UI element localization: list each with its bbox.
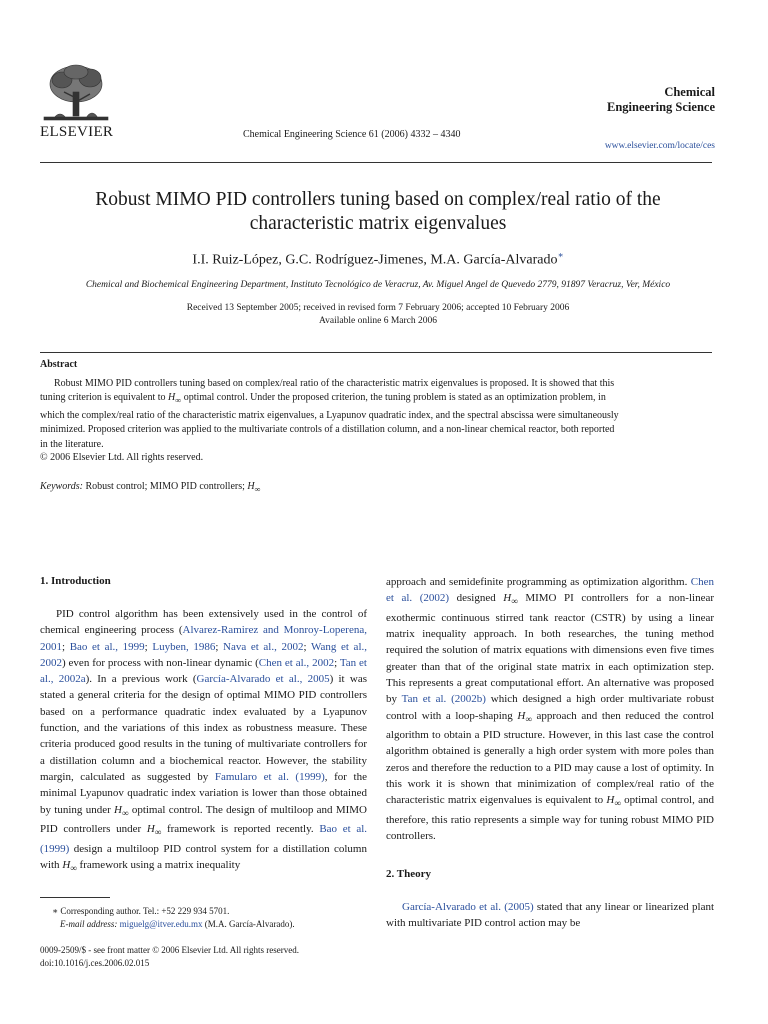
h-infinity-symbol: H <box>146 823 155 836</box>
infinity-subscript: ∞ <box>154 827 162 838</box>
abstract-line: Robust MIMO PID controllers tuning based on complex/real ratio of the characteristic matrix eigenvalues is proposed. It is showed that this <box>54 378 615 389</box>
article-title <box>40 188 716 236</box>
abstract-line: minimized. Proposed criterion was applied to the multivariate controls of a distillation column, and a non-linear chemical reactor, both reported <box>40 424 615 436</box>
h-infinity-symbol: H <box>62 858 71 871</box>
elsevier-tree-logo-icon <box>40 62 112 126</box>
keywords-text: Robust control; MIMO PID controllers; <box>82 481 248 492</box>
h-infinity-symbol: H <box>503 592 512 605</box>
citation-link[interactable]: Famularo et al. (1999) <box>214 770 325 783</box>
citation-link[interactable]: Chen et al., 2002 <box>258 656 335 669</box>
infinity-symbol: ∞ <box>254 485 261 494</box>
front-matter-text: 0009-2509/$ - see front matter © 2006 Elsevier Ltd. All rights reserved. <box>40 945 300 955</box>
footnote-corr-text: Corresponding author. Tel.: +52 229 934 5701. <box>58 906 230 916</box>
infinity-subscript: ∞ <box>525 713 532 724</box>
header-divider <box>40 162 712 163</box>
abstract-line2b: optimal control. Under the proposed criterion, the tuning problem is stated as an optimization problem, in <box>181 392 606 404</box>
citation-link[interactable]: García-Alvarado et al. (2005) <box>402 901 534 913</box>
citation-link[interactable]: Bao et al. (1999) <box>40 823 368 855</box>
intro-paragraph-2 <box>386 574 714 844</box>
author-list <box>40 250 716 269</box>
h-infinity-symbol: H <box>114 803 122 816</box>
citation-link[interactable]: Chen et al. (2002) <box>386 576 714 605</box>
corresponding-author-mark[interactable]: ∗ <box>557 250 564 260</box>
citation-link[interactable]: Bao et al., 1999 <box>69 640 145 653</box>
journal-name-line2: Engineering Science <box>607 100 715 114</box>
email-label: E-mail address: <box>60 919 118 929</box>
abstract-line: which the complex/real ratio of the characteristic matrix eigenvalues, a Lyapunov quadratic index, and the spectral abscissa were simultaneously <box>40 409 619 421</box>
available-online: Available online 6 March 2006 <box>318 316 437 326</box>
footnote-divider <box>40 897 110 898</box>
journal-name-line1: Chemical <box>664 85 715 99</box>
paragraph-text: approach and semidefinite programming as optimization algorithm. Chen et al. (2002) designed $H_\infty$ MIMO PI controllers for a non-linear exothermic continuous stirred tank reactor (CSTR) by using a linear matrix inequality approach. In both researches, the tuning method required the solution of matrix equations with dimensions even five times greater than that of the original state matrix in each optimization step. This represents a great computational effort. An alternative was proposed by Tan et al. (2002b) which designed a high order multivariate robust control with a loop-shaping $H_\infty$ approach and then reduced the control algorithm to obtain a PID structure. However, in this last case the control algorithm obtained is generally a high order system with more poles than zeros and therefore the reduction to a PID may cause a lost of optimity. In this work it is shown that minimization of complex/real ratio of the characteristic matrix eigenvalues is equivalent to $H_\infty$ optimal control, and therefore, this ratio represents a simple way for tuning robust MIMO PID controllers. <box>386 576 714 843</box>
abstract-body <box>40 377 714 452</box>
citation-link[interactable]: Tan et al. (2002b) <box>401 693 486 706</box>
abstract-heading: Abstract <box>40 359 78 370</box>
received-dates: Received 13 September 2005; received in revised form 7 February 2006; accepted 10 February 2006 <box>186 303 570 313</box>
h-symbol: H <box>168 392 176 404</box>
citation-link[interactable]: Nava et al., 2002 <box>223 640 304 653</box>
title-line1: Robust MIMO PID controllers tuning based on complex/real ratio of the <box>95 189 661 210</box>
citation-link[interactable]: Luyben, 1986 <box>152 640 216 653</box>
email-line <box>40 919 295 929</box>
infinity-symbol: ∞ <box>175 396 182 406</box>
citation-link[interactable]: Alvarez-Ramirez and Monroy-Loperena, 2001 <box>40 624 367 653</box>
theory-paragraph-1 <box>386 899 714 932</box>
paragraph-text: García-Alvarado et al. (2005) stated that any linear or linearized plant with multivariate PID control action may be <box>386 901 715 930</box>
journal-name <box>585 85 715 115</box>
email-owner: (M.A. García-Alvarado). <box>202 919 295 929</box>
infinity-subscript: ∞ <box>70 863 77 874</box>
doi: doi:10.1016/j.ces.2006.02.015 <box>40 958 150 968</box>
citation-link[interactable]: García-Alvarado et al., 2005 <box>196 673 330 686</box>
infinity-subscript: ∞ <box>511 596 518 607</box>
abstract-line: in the literature. <box>40 438 104 450</box>
abstract-line2a: tuning criterion is equivalent to <box>40 392 169 404</box>
paragraph-text: PID control algorithm has been extensively used in the control of chemical engineering process (Alvarez-Ramirez and Monroy-Loperena, 2001; Bao et al., 1999; Luyben, 1986; Nava et al., 2002; Wang et al., 2002) even for process with non-linear dynamic (Chen et al., 2002; Tan et al., 2002a). In a previous work (García-Alvarado et al., 2005) it was stated a general criteria for the design of optimal MIMO PID controllers based on a performance quadratic index evaluated by a Lyapunov function, and the variations of this index as robustness measure. These criteria produced good results in the tuning of multivariate controllers for a distillation column and a biochemical reactor. However, the stability margin, calculated as suggested by Famularo et al. (1999), for the minimal Lyapunov quadratic index variation is lower than those obtained by tuning under $H_\infty$ optimal control. The design of multiloop and MIMO PID controllers under $H_\infty$ framework is reported recently. Bao et al. (1999) design a multiloop PID control system for a distillation column with $H_\infty$ framework using a matrix inequality <box>40 608 368 874</box>
journal-citation: Chemical Engineering Science 61 (2006) 4332 – 4340 <box>243 129 461 140</box>
keywords-label: Keywords: <box>40 481 83 492</box>
email-link[interactable]: miguelg@itver.edu.mx <box>117 919 203 929</box>
authors-text: I.I. Ruiz-López, G.C. Rodríguez-Jimenes, M.A. García-Alvarado <box>192 252 558 268</box>
infinity-subscript: ∞ <box>614 798 621 809</box>
keywords <box>40 481 261 494</box>
section-heading-theory: 2. Theory <box>386 868 432 880</box>
abstract-line <box>40 391 714 408</box>
front-matter <box>40 944 299 970</box>
citation-link[interactable]: Tan et al., 2002a <box>40 656 367 686</box>
corresponding-author-footnote <box>40 905 295 931</box>
title-line2: characteristic matrix eigenvalues <box>249 213 507 234</box>
citation-link[interactable]: Wang et al., 2002 <box>40 640 367 669</box>
footnote-mark: ∗ <box>52 906 59 916</box>
journal-url-link[interactable]: www.elsevier.com/locate/ces <box>604 141 715 151</box>
abstract-top-divider <box>40 352 712 353</box>
affiliation: Chemical and Biochemical Engineering Department, Instituto Tecnológico de Veracruz, Av. Miguel Angel de Quevedo 2779, 91897 Veracruz, Ver, México <box>85 280 671 290</box>
article-dates <box>40 302 716 328</box>
infinity-subscript: ∞ <box>122 807 129 818</box>
copyright-notice: © 2006 Elsevier Ltd. All rights reserved. <box>40 452 204 463</box>
h-infinity-symbol: H <box>606 794 615 807</box>
publisher-name: ELSEVIER <box>40 124 114 140</box>
section-heading-introduction: 1. Introduction <box>40 575 111 587</box>
h-symbol: H <box>247 481 255 492</box>
intro-paragraph-1 <box>40 606 367 876</box>
h-infinity-symbol: H <box>517 709 526 722</box>
